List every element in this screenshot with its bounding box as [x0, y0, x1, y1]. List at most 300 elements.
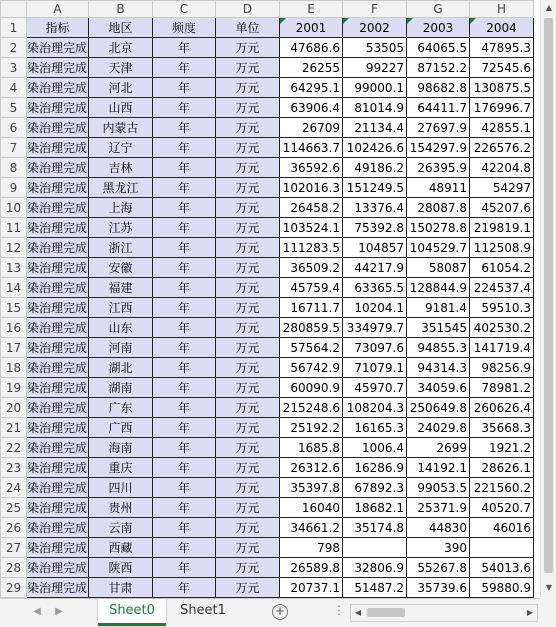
cell-D[interactable]: 万元 — [216, 198, 280, 218]
cell-E[interactable]: 26255 — [280, 58, 343, 78]
table-row — [1, 398, 534, 418]
row-number[interactable]: 4 — [1, 78, 27, 98]
scroll-up-icon[interactable]: ▲ — [545, 3, 553, 12]
cell-C[interactable]: 年 — [153, 158, 216, 178]
cell-B[interactable]: 广东 — [89, 398, 153, 418]
horizontal-scroll-thumb[interactable] — [367, 608, 405, 617]
cell-E[interactable]: 26589.8 — [280, 558, 343, 578]
cell-G[interactable]: 28087.8 — [407, 198, 470, 218]
cell-B[interactable]: 重庆 — [89, 458, 153, 478]
cell-C[interactable]: 年 — [153, 378, 216, 398]
cell-B[interactable]: 湖南 — [89, 378, 153, 398]
cell-E[interactable]: 25192.2 — [280, 418, 343, 438]
cell-C[interactable]: 年 — [153, 538, 216, 558]
cell-C[interactable]: 年 — [153, 238, 216, 258]
cell-H[interactable]: 176996.7 — [470, 98, 534, 118]
cell-F[interactable]: 99227 — [343, 58, 407, 78]
table-row — [1, 178, 534, 198]
cell-F[interactable]: 108204.3 — [343, 398, 407, 418]
header-cell[interactable]: 2001 — [280, 18, 343, 38]
cell-G[interactable]: 2699 — [407, 438, 470, 458]
cell-B[interactable]: 上海 — [89, 198, 153, 218]
cell-B[interactable]: 吉林 — [89, 158, 153, 178]
header-cell[interactable]: 指标 — [27, 18, 89, 38]
cell-A[interactable]: 染治理完成 — [27, 498, 89, 518]
cell-B[interactable]: 江苏 — [89, 218, 153, 238]
table-row — [1, 318, 534, 338]
select-all-corner[interactable] — [1, 1, 27, 18]
cell-A[interactable]: 染治理完成 — [27, 338, 89, 358]
cell-G[interactable]: 98682.8 — [407, 78, 470, 98]
cell-A[interactable]: 染治理完成 — [27, 358, 89, 378]
tab-sheet1[interactable]: Sheet1 — [180, 603, 226, 618]
cell-H[interactable]: 54013.6 — [470, 558, 534, 578]
cell-C[interactable]: 年 — [153, 418, 216, 438]
cell-F[interactable]: 104857 — [343, 238, 407, 258]
cell-H[interactable]: 78981.2 — [470, 378, 534, 398]
row-number[interactable]: 1 — [1, 18, 27, 38]
cell-B[interactable]: 黑龙江 — [89, 178, 153, 198]
column-header-C[interactable]: C — [153, 1, 216, 18]
cell-H[interactable]: 226576.2 — [470, 138, 534, 158]
cell-A[interactable]: 染治理完成 — [27, 478, 89, 498]
row-number[interactable]: 21 — [1, 418, 27, 438]
row-number[interactable]: 5 — [1, 98, 27, 118]
table-row — [1, 38, 534, 58]
cell-D[interactable]: 万元 — [216, 398, 280, 418]
cell-D[interactable]: 万元 — [216, 578, 280, 598]
cell-H[interactable]: 72545.6 — [470, 58, 534, 78]
cell-C[interactable]: 年 — [153, 278, 216, 298]
header-cell[interactable]: 单位 — [216, 18, 280, 38]
cell-G[interactable]: 94855.3 — [407, 338, 470, 358]
cell-C[interactable]: 年 — [153, 198, 216, 218]
column-header-row — [1, 1, 534, 18]
cell-F[interactable]: 51487.2 — [343, 578, 407, 598]
cell-A[interactable]: 染治理完成 — [27, 458, 89, 478]
row-number[interactable]: 16 — [1, 318, 27, 338]
cell-H[interactable]: 46016 — [470, 518, 534, 538]
cell-F[interactable]: 32806.9 — [343, 558, 407, 578]
header-cell[interactable]: 2003 — [407, 18, 470, 38]
cell-E[interactable]: 26458.2 — [280, 198, 343, 218]
cell-G[interactable]: 27697.9 — [407, 118, 470, 138]
table-row — [1, 238, 534, 258]
cell-D[interactable]: 万元 — [216, 358, 280, 378]
cell-C[interactable]: 年 — [153, 398, 216, 418]
cell-D[interactable]: 万元 — [216, 158, 280, 178]
cell-E[interactable]: 111283.5 — [280, 238, 343, 258]
cell-G[interactable]: 390 — [407, 538, 470, 558]
cell-G[interactable]: 104529.7 — [407, 238, 470, 258]
cell-C[interactable]: 年 — [153, 478, 216, 498]
table-row — [1, 138, 534, 158]
cell-G[interactable]: 351545 — [407, 318, 470, 338]
cell-F[interactable]: 16286.9 — [343, 458, 407, 478]
cell-F[interactable]: 102426.6 — [343, 138, 407, 158]
row-number[interactable]: 26 — [1, 518, 27, 538]
cell-H[interactable]: 54297 — [470, 178, 534, 198]
prev-sheet-icon[interactable]: ◀ — [33, 606, 41, 617]
cell-A[interactable]: 染治理完成 — [27, 578, 89, 598]
cell-F[interactable]: 71079.1 — [343, 358, 407, 378]
cell-A[interactable]: 染治理完成 — [27, 538, 89, 558]
sheet-tab-bar — [0, 598, 556, 627]
cell-C[interactable]: 年 — [153, 38, 216, 58]
row-number[interactable]: 29 — [1, 578, 27, 598]
cell-D[interactable]: 万元 — [216, 138, 280, 158]
cell-C[interactable]: 年 — [153, 578, 216, 598]
column-header-B[interactable]: B — [89, 1, 153, 18]
cell-G[interactable]: 48911 — [407, 178, 470, 198]
header-cell[interactable]: 2004 — [470, 18, 534, 38]
cell-H[interactable]: 40520.7 — [470, 498, 534, 518]
cell-C[interactable]: 年 — [153, 78, 216, 98]
cell-C[interactable]: 年 — [153, 318, 216, 338]
cell-H[interactable]: 1921.2 — [470, 438, 534, 458]
cell-G[interactable]: 35739.6 — [407, 578, 470, 598]
cell-B[interactable]: 四川 — [89, 478, 153, 498]
cell-H[interactable]: 141719.4 — [470, 338, 534, 358]
cell-D[interactable]: 万元 — [216, 518, 280, 538]
cell-D[interactable]: 万元 — [216, 318, 280, 338]
header-cell[interactable]: 频度 — [153, 18, 216, 38]
table-row — [1, 218, 534, 238]
cell-E[interactable]: 64295.1 — [280, 78, 343, 98]
cell-D[interactable]: 万元 — [216, 118, 280, 138]
cell-F[interactable]: 1006.4 — [343, 438, 407, 458]
cell-F[interactable]: 35174.8 — [343, 518, 407, 538]
cell-A[interactable]: 染治理完成 — [27, 398, 89, 418]
table-row — [1, 338, 534, 358]
cell-D[interactable]: 万元 — [216, 38, 280, 58]
cell-E[interactable]: 35397.8 — [280, 478, 343, 498]
cell-E[interactable]: 34661.2 — [280, 518, 343, 538]
cell-G[interactable]: 94314.3 — [407, 358, 470, 378]
cell-B[interactable]: 山东 — [89, 318, 153, 338]
cell-F[interactable]: 99000.1 — [343, 78, 407, 98]
cell-A[interactable]: 染治理完成 — [27, 278, 89, 298]
row-number[interactable]: 10 — [1, 198, 27, 218]
cell-E[interactable]: 47686.6 — [280, 38, 343, 58]
cell-H[interactable]: 219819.1 — [470, 218, 534, 238]
column-header-A[interactable]: A — [27, 1, 89, 18]
cell-D[interactable]: 万元 — [216, 498, 280, 518]
row-number[interactable]: 9 — [1, 178, 27, 198]
table-row — [1, 558, 534, 578]
ellipsis-icon[interactable]: ⋮ — [333, 603, 345, 617]
cell-A[interactable]: 染治理完成 — [27, 198, 89, 218]
cell-B[interactable]: 河北 — [89, 78, 153, 98]
cell-A[interactable]: 染治理完成 — [27, 318, 89, 338]
row-number[interactable]: 2 — [1, 38, 27, 58]
cell-D[interactable]: 万元 — [216, 418, 280, 438]
cell-F[interactable]: 63365.5 — [343, 278, 407, 298]
cell-C[interactable]: 年 — [153, 218, 216, 238]
cell-E[interactable]: 26709 — [280, 118, 343, 138]
cell-A[interactable]: 染治理完成 — [27, 258, 89, 278]
cell-H[interactable]: 45207.6 — [470, 198, 534, 218]
cell-G[interactable]: 44830 — [407, 518, 470, 538]
cell-D[interactable]: 万元 — [216, 278, 280, 298]
cell-A[interactable]: 染治理完成 — [27, 438, 89, 458]
cell-H[interactable]: 28626.1 — [470, 458, 534, 478]
cell-E[interactable]: 114663.7 — [280, 138, 343, 158]
cell-D[interactable]: 万元 — [216, 558, 280, 578]
cell-B[interactable]: 西藏 — [89, 538, 153, 558]
cell-H[interactable]: 42855.1 — [470, 118, 534, 138]
cell-H[interactable]: 98256.9 — [470, 358, 534, 378]
cell-E[interactable]: 20737.1 — [280, 578, 343, 598]
cell-D[interactable]: 万元 — [216, 258, 280, 278]
cell-A[interactable]: 染治理完成 — [27, 58, 89, 78]
cell-H[interactable]: 59510.3 — [470, 298, 534, 318]
cell-C[interactable]: 年 — [153, 58, 216, 78]
cell-C[interactable]: 年 — [153, 298, 216, 318]
cell-E[interactable]: 103524.1 — [280, 218, 343, 238]
cell-B[interactable]: 天津 — [89, 58, 153, 78]
cell-C[interactable]: 年 — [153, 498, 216, 518]
next-sheet-icon[interactable]: ▶ — [55, 606, 63, 617]
table-row — [1, 298, 534, 318]
row-number[interactable]: 13 — [1, 258, 27, 278]
row-number[interactable]: 19 — [1, 378, 27, 398]
cell-A[interactable]: 染治理完成 — [27, 138, 89, 158]
cell-F[interactable]: 67892.3 — [343, 478, 407, 498]
column-header-E[interactable]: E — [280, 1, 343, 18]
cell-E[interactable]: 280859.5 — [280, 318, 343, 338]
cell-G[interactable]: 24029.8 — [407, 418, 470, 438]
cell-B[interactable]: 江西 — [89, 298, 153, 318]
cell-A[interactable]: 染治理完成 — [27, 298, 89, 318]
row-number[interactable]: 20 — [1, 398, 27, 418]
plus-circle-icon[interactable]: + — [272, 604, 288, 620]
table-row — [1, 478, 534, 498]
cell-G[interactable]: 55267.8 — [407, 558, 470, 578]
row-number[interactable]: 28 — [1, 558, 27, 578]
scroll-right-icon[interactable]: ▶ — [526, 608, 534, 617]
cell-C[interactable]: 年 — [153, 338, 216, 358]
cell-G[interactable]: 250649.8 — [407, 398, 470, 418]
row-number[interactable]: 8 — [1, 158, 27, 178]
cell-C[interactable]: 年 — [153, 358, 216, 378]
row-number[interactable]: 23 — [1, 458, 27, 478]
cell-F[interactable]: 45970.7 — [343, 378, 407, 398]
cell-E[interactable]: 26312.6 — [280, 458, 343, 478]
cell-E[interactable]: 36509.2 — [280, 258, 343, 278]
cell-H[interactable]: 35668.3 — [470, 418, 534, 438]
cell-A[interactable]: 染治理完成 — [27, 118, 89, 138]
cell-D[interactable]: 万元 — [216, 338, 280, 358]
cell-E[interactable]: 102016.3 — [280, 178, 343, 198]
row-number[interactable]: 22 — [1, 438, 27, 458]
cell-F[interactable]: 18682.1 — [343, 498, 407, 518]
cell-G[interactable]: 154297.9 — [407, 138, 470, 158]
column-header-F[interactable]: F — [343, 1, 407, 18]
row-number[interactable]: 25 — [1, 498, 27, 518]
cell-C[interactable]: 年 — [153, 258, 216, 278]
cell-C[interactable]: 年 — [153, 98, 216, 118]
cell-A[interactable]: 染治理完成 — [27, 178, 89, 198]
cell-B[interactable]: 甘肃 — [89, 578, 153, 598]
cell-H[interactable]: 402530.2 — [470, 318, 534, 338]
cell-D[interactable]: 万元 — [216, 458, 280, 478]
column-header-H[interactable]: H — [470, 1, 534, 18]
cell-E[interactable]: 56742.9 — [280, 358, 343, 378]
cell-B[interactable]: 内蒙古 — [89, 118, 153, 138]
cell-F[interactable]: 81014.9 — [343, 98, 407, 118]
horizontal-scrollbar[interactable] — [350, 604, 538, 622]
cell-D[interactable]: 万元 — [216, 438, 280, 458]
cell-B[interactable]: 陕西 — [89, 558, 153, 578]
cell-D[interactable]: 万元 — [216, 178, 280, 198]
cell-E[interactable]: 215248.6 — [280, 398, 343, 418]
cell-G[interactable]: 26395.9 — [407, 158, 470, 178]
cell-G[interactable]: 87152.2 — [407, 58, 470, 78]
cell-F[interactable]: 10204.1 — [343, 298, 407, 318]
row-number[interactable]: 6 — [1, 118, 27, 138]
cell-C[interactable]: 年 — [153, 138, 216, 158]
row-number[interactable]: 27 — [1, 538, 27, 558]
cell-D[interactable]: 万元 — [216, 58, 280, 78]
cell-A[interactable]: 染治理完成 — [27, 78, 89, 98]
cell-H[interactable] — [470, 538, 534, 558]
cell-H[interactable]: 224537.4 — [470, 278, 534, 298]
cell-A[interactable]: 染治理完成 — [27, 238, 89, 258]
vertical-scrollbar[interactable] — [540, 0, 556, 598]
cell-G[interactable]: 128844.9 — [407, 278, 470, 298]
cell-H[interactable]: 260626.4 — [470, 398, 534, 418]
cell-A[interactable]: 染治理完成 — [27, 98, 89, 118]
column-header-D[interactable]: D — [216, 1, 280, 18]
row-number[interactable]: 7 — [1, 138, 27, 158]
cell-D[interactable]: 万元 — [216, 78, 280, 98]
table-row — [1, 418, 534, 438]
cell-D[interactable]: 万元 — [216, 238, 280, 258]
cell-H[interactable]: 130875.5 — [470, 78, 534, 98]
cell-E[interactable]: 63906.4 — [280, 98, 343, 118]
cell-E[interactable]: 16040 — [280, 498, 343, 518]
row-number[interactable]: 18 — [1, 358, 27, 378]
cell-G[interactable]: 34059.6 — [407, 378, 470, 398]
cell-H[interactable]: 61054.2 — [470, 258, 534, 278]
cell-F[interactable]: 49186.2 — [343, 158, 407, 178]
cell-A[interactable]: 染治理完成 — [27, 218, 89, 238]
row-number[interactable]: 15 — [1, 298, 27, 318]
cell-A[interactable]: 染治理完成 — [27, 558, 89, 578]
cell-F[interactable]: 334979.7 — [343, 318, 407, 338]
vertical-scroll-thumb[interactable] — [544, 18, 553, 573]
cell-F[interactable]: 16165.3 — [343, 418, 407, 438]
cell-D[interactable]: 万元 — [216, 378, 280, 398]
cell-H[interactable]: 112508.9 — [470, 238, 534, 258]
cell-C[interactable]: 年 — [153, 178, 216, 198]
cell-B[interactable]: 云南 — [89, 518, 153, 538]
cell-G[interactable]: 99053.5 — [407, 478, 470, 498]
cell-E[interactable]: 1685.8 — [280, 438, 343, 458]
cell-D[interactable]: 万元 — [216, 538, 280, 558]
table-row — [1, 378, 534, 398]
row-number[interactable]: 3 — [1, 58, 27, 78]
cell-B[interactable]: 广西 — [89, 418, 153, 438]
cell-D[interactable]: 万元 — [216, 478, 280, 498]
cell-D[interactable]: 万元 — [216, 218, 280, 238]
cell-G[interactable]: 64411.7 — [407, 98, 470, 118]
row-number[interactable]: 24 — [1, 478, 27, 498]
cell-B[interactable]: 海南 — [89, 438, 153, 458]
cell-C[interactable]: 年 — [153, 558, 216, 578]
cell-G[interactable]: 14192.1 — [407, 458, 470, 478]
cell-E[interactable]: 798 — [280, 538, 343, 558]
cell-E[interactable]: 57564.2 — [280, 338, 343, 358]
cell-H[interactable]: 221560.2 — [470, 478, 534, 498]
cell-B[interactable]: 山西 — [89, 98, 153, 118]
cell-G[interactable]: 9181.4 — [407, 298, 470, 318]
cell-C[interactable]: 年 — [153, 438, 216, 458]
cell-C[interactable]: 年 — [153, 518, 216, 538]
tab-sheet0[interactable]: Sheet0 — [98, 599, 166, 626]
header-cell[interactable]: 地区 — [89, 18, 153, 38]
cell-F[interactable]: 53505 — [343, 38, 407, 58]
table-row — [1, 198, 534, 218]
cell-C[interactable]: 年 — [153, 458, 216, 478]
cell-D[interactable]: 万元 — [216, 298, 280, 318]
cell-A[interactable]: 染治理完成 — [27, 518, 89, 538]
cell-E[interactable]: 36592.6 — [280, 158, 343, 178]
cell-F[interactable]: 44217.9 — [343, 258, 407, 278]
cell-E[interactable]: 45759.4 — [280, 278, 343, 298]
header-cell[interactable]: 2002 — [343, 18, 407, 38]
cell-F[interactable]: 73097.6 — [343, 338, 407, 358]
cell-B[interactable]: 河南 — [89, 338, 153, 358]
cell-E[interactable]: 16711.7 — [280, 298, 343, 318]
cell-B[interactable]: 北京 — [89, 38, 153, 58]
cell-G[interactable]: 25371.9 — [407, 498, 470, 518]
column-header-G[interactable]: G — [407, 1, 470, 18]
cell-B[interactable]: 辽宁 — [89, 138, 153, 158]
cell-F[interactable]: 75392.8 — [343, 218, 407, 238]
cell-B[interactable]: 贵州 — [89, 498, 153, 518]
cell-F[interactable]: 151249.5 — [343, 178, 407, 198]
cell-A[interactable]: 染治理完成 — [27, 38, 89, 58]
cell-G[interactable]: 64065.5 — [407, 38, 470, 58]
cell-H[interactable]: 59880.9 — [470, 578, 534, 598]
cell-F[interactable] — [343, 538, 407, 558]
cell-A[interactable]: 染治理完成 — [27, 378, 89, 398]
cell-B[interactable]: 福建 — [89, 278, 153, 298]
cell-A[interactable]: 染治理完成 — [27, 158, 89, 178]
row-number[interactable]: 12 — [1, 238, 27, 258]
scroll-left-icon[interactable]: ◀ — [354, 608, 362, 617]
cell-E[interactable]: 60090.9 — [280, 378, 343, 398]
cell-C[interactable]: 年 — [153, 118, 216, 138]
cell-G[interactable]: 150278.8 — [407, 218, 470, 238]
cell-F[interactable]: 21134.4 — [343, 118, 407, 138]
cell-B[interactable]: 安徽 — [89, 258, 153, 278]
row-number[interactable]: 11 — [1, 218, 27, 238]
cell-G[interactable]: 58087 — [407, 258, 470, 278]
cell-F[interactable]: 13376.4 — [343, 198, 407, 218]
cell-H[interactable]: 47895.3 — [470, 38, 534, 58]
row-number[interactable]: 14 — [1, 278, 27, 298]
cell-D[interactable]: 万元 — [216, 98, 280, 118]
cell-B[interactable]: 湖北 — [89, 358, 153, 378]
cell-H[interactable]: 42204.8 — [470, 158, 534, 178]
scroll-down-icon[interactable]: ▼ — [545, 583, 553, 592]
cell-B[interactable]: 浙江 — [89, 238, 153, 258]
cell-A[interactable]: 染治理完成 — [27, 418, 89, 438]
row-number[interactable]: 17 — [1, 338, 27, 358]
